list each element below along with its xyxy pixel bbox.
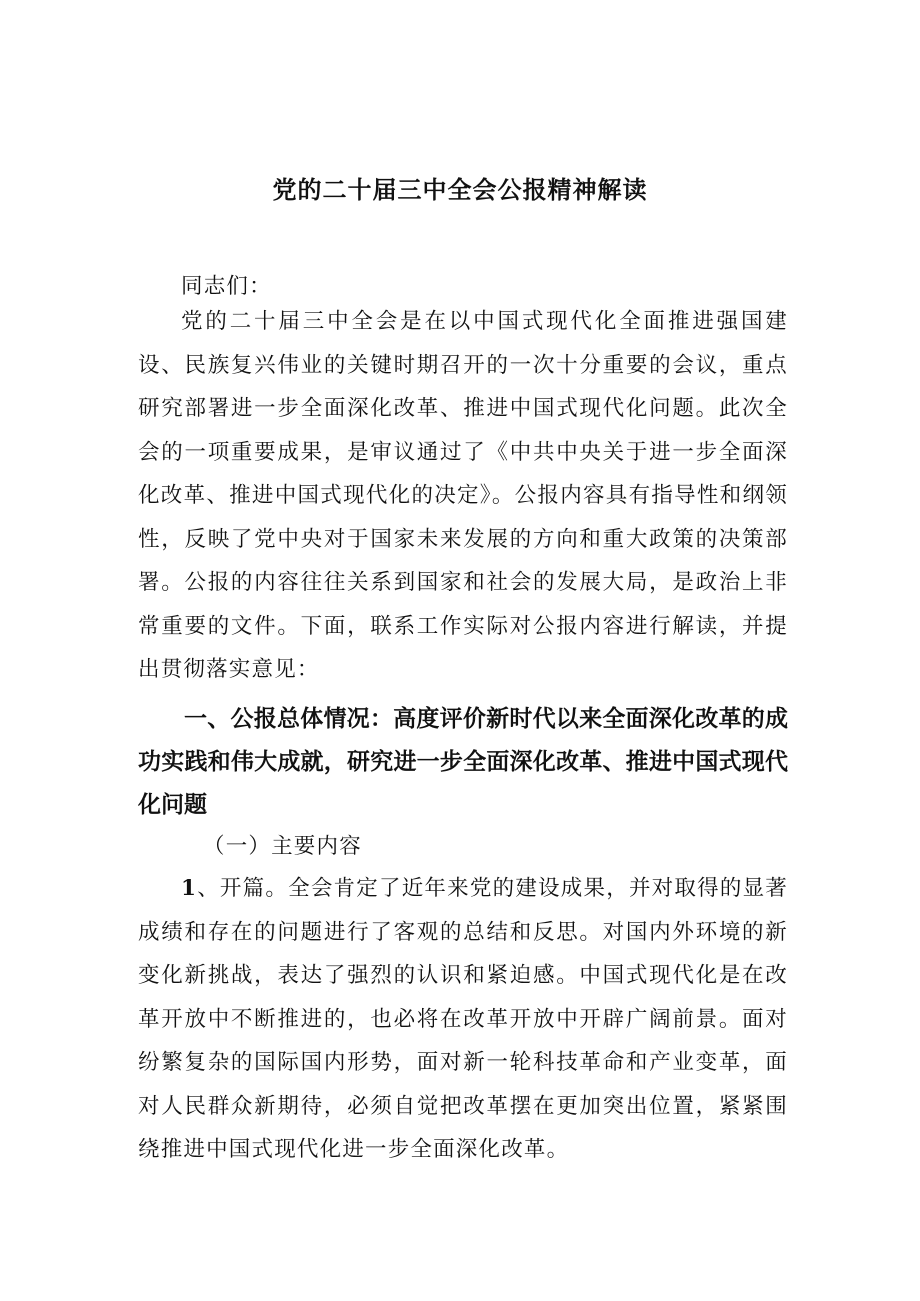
- item-1-paragraph: [138, 867, 788, 1172]
- greeting: 同志们：: [181, 274, 272, 299]
- subsection-1-heading: （一）主要内容: [203, 834, 362, 859]
- section-1-heading: 一、公报总体情况：高度评价新时代以来全面深化改革的成功实践和伟大成就，研究进一步全面深化改革、推进中国式现代化问题: [138, 706, 788, 818]
- intro-paragraph: 党的二十届三中全会是在以中国式现代化全面推进强国建设、民族复兴伟业的关键时期召开的一次十分重要的会议，重点研究部署进一步全面深化改革、推进中国式现代化问题。此次全会的一项重要成果，是审议通过了《中共中央关于进一步全面深化改革、推进中国式现代化的决定》。公报内容具有指导性和纲领性，反映了党中央对于国家未来发展的方向和重大政策的决策部署。公报的内容往往关系到国家和社会的发展大局，是政治上非常重要的文件。下面，联系工作实际对公报内容进行解读，并提出贯彻落实意见：: [138, 309, 788, 682]
- item-1-text: 、开篇。全会肯定了近年来党的建设成果，并对取得的显著成绩和存在的问题进行了客观的总结和反思。对国内外环境的新变化新挑战，表达了强烈的认识和紧迫感。中国式现代化是在改革开放中不断推进的，也必将在改革开放中开辟广阔前景。面对纷繁复杂的国际国内形势，面对新一轮科技革命和产业变革，面对人民群众新期待，必须自觉把改革摆在更加突出位置，紧紧围绕推进中国式现代化进一步全面深化改革。: [138, 876, 788, 1162]
- document-title: 党的二十届三中全会公报精神解读: [272, 176, 648, 204]
- item-1-number: 1: [181, 876, 198, 901]
